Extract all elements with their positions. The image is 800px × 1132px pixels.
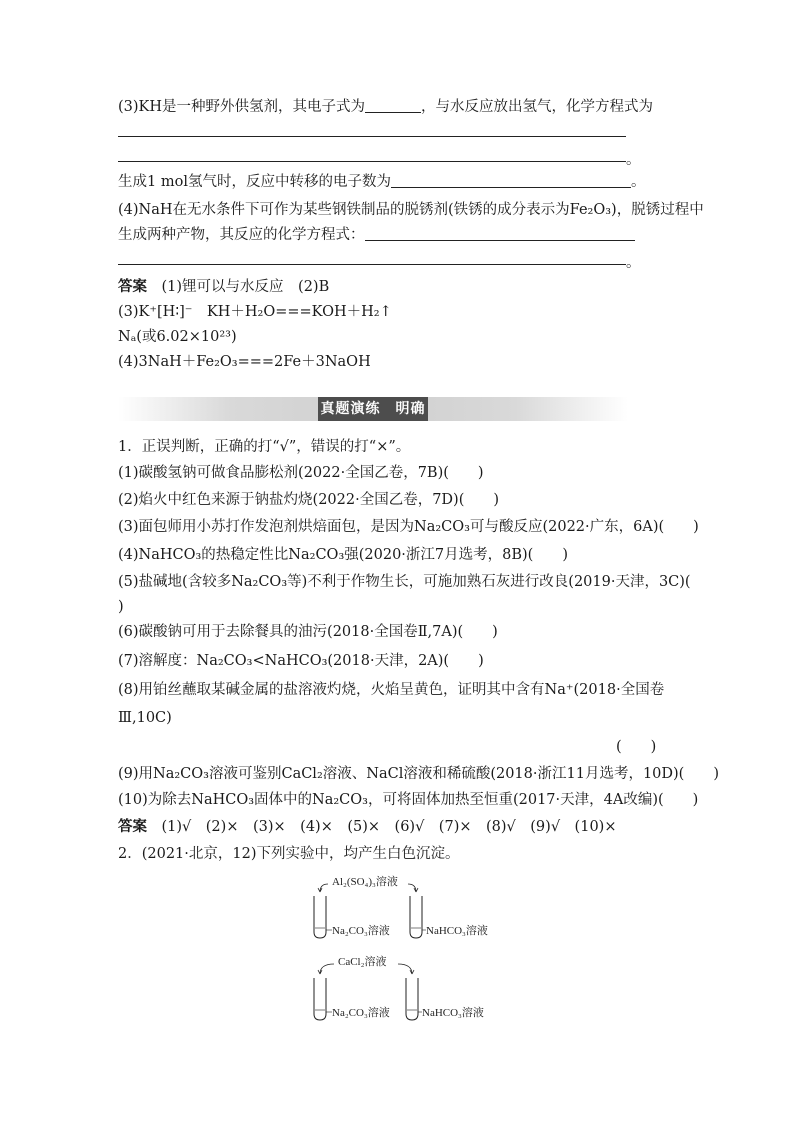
section-banner <box>118 397 628 441</box>
q3-text-a: (3)KH是一种野外供氢剂，其电子式为 <box>118 99 366 115</box>
answer-label: 答案 <box>118 278 147 295</box>
judge-item-10: (10)为除去NaHCO₃固体中的Na₂CO₃，可将固体加热至恒重(2017·天津，4A改编)( ) <box>118 792 699 808</box>
q4-line1: (4)NaH在无水条件下可作为某些钢铁制品的脱锈剂(铁锈的成分表示为Fe₂O₃)，脱锈过程中 <box>118 202 704 218</box>
q3-equation-blank-2[interactable] <box>118 161 626 162</box>
q4-equation-blank[interactable] <box>365 226 635 241</box>
judge-item-8: (8)用铂丝蘸取某碱金属的盐溶液灼烧，火焰呈黄色，证明其中含有Na⁺(2018·全国卷 <box>118 682 665 698</box>
bottom-reagent-label: CaCl₂溶液 <box>338 956 387 968</box>
test-tube-top-left <box>314 896 326 938</box>
q3-line4 <box>118 171 645 193</box>
q4-line2-text: 生成两种产物，其反应的化学方程式： <box>118 227 365 243</box>
judge-item-4: (4)NaHCO₃的热稳定性比Na₂CO₃强(2020·浙江7月选考，8B)( ) <box>118 547 568 563</box>
bottom-right-arrow <box>398 964 412 974</box>
test-tube-top-right <box>410 896 422 938</box>
q3-period: 。 <box>626 152 641 168</box>
q3-electron-blank[interactable] <box>365 98 421 113</box>
test-tube-bottom-left <box>314 978 326 1020</box>
q4-line2 <box>118 224 635 246</box>
experiment-diagram <box>300 870 500 1030</box>
section1-intro: 1．正误判断，正确的打“√”，错误的打“×”。 <box>118 439 411 455</box>
q4-period: 。 <box>626 255 641 271</box>
answer-line-3b: Nₐ(或6.02×10²³) <box>118 329 237 345</box>
section1-answer <box>118 816 616 838</box>
judge-item-7: (7)溶解度：Na₂CO₃<NaHCO₃(2018·天津，2A)( ) <box>118 653 484 669</box>
judge-item-3: (3)面包师用小苏打作发泡剂烘焙面包，是因为Na₂CO₃可与酸反应(2022·广东，6A)( ) <box>118 519 699 535</box>
judge-item-2: (2)焰火中红色来源于钠盐灼烧(2022·全国乙卷，7D)( ) <box>118 492 500 508</box>
judge-item-5-cont: ) <box>118 599 124 615</box>
answer-line-4: (4)3NaH＋Fe₂O₃===2Fe＋3NaOH <box>118 354 371 370</box>
q3-line4-text: 生成1 mol氢气时，反应中转移的电子数为 <box>118 174 391 190</box>
judge-item-6: (6)碳酸钠可用于去除餐具的油污(2018·全国卷Ⅱ,7A)( ) <box>118 624 498 640</box>
tube-label-bottom-right: NaHCO₃溶液 <box>422 1007 484 1019</box>
section1-answer-label: 答案 <box>118 818 147 835</box>
q3-line1 <box>118 96 653 118</box>
q4-equation-blank-2[interactable] <box>118 264 626 265</box>
answer-1-2: (1)锂可以与水反应 (2)B <box>161 279 330 295</box>
q3-electron-count-blank[interactable] <box>391 173 631 188</box>
answer-line-3: (3)K⁺[H∶]⁻ KH＋H₂O===KOH＋H₂↑ <box>118 304 392 320</box>
tube-label-bottom-left: Na₂CO₃溶液 <box>332 1007 390 1019</box>
q3-equation-blank-1[interactable] <box>118 136 626 137</box>
judge-item-5: (5)盐碱地(含较多Na₂CO₃等)不利于作物生长，可施加熟石灰进行改良(2019·天津，3C)( <box>118 574 691 590</box>
judge-item-1: (1)碳酸氢钠可做食品膨松剂(2022·全国乙卷，7B)( ) <box>118 465 484 481</box>
judge-item-8-bracket[interactable]: ( ) <box>616 739 657 755</box>
test-tube-bottom-right <box>406 978 418 1020</box>
experiment-figure <box>300 870 500 1034</box>
q3-line4-end: 。 <box>630 174 646 190</box>
section2-intro: 2．(2021·北京，12)下列实验中，均产生白色沉淀。 <box>118 846 460 862</box>
judge-item-9: (9)用Na₂CO₃溶液可鉴别CaCl₂溶液、NaCl溶液和稀硫酸(2018·浙江11月选考，10D)( ) <box>118 766 719 782</box>
bottom-left-arrow <box>320 964 334 974</box>
top-right-arrow <box>408 884 416 892</box>
top-reagent-label: Al₂(SO₄)₃溶液 <box>332 876 398 888</box>
section-banner-title: 真题演练 明确考向 <box>318 397 428 421</box>
answer-line-1 <box>118 276 329 298</box>
section1-answer-text: (1)√ (2)× (3)× (4)× (5)× (6)√ (7)× (8)√ (9)√ (10)× <box>161 819 617 835</box>
judge-item-8-cont: Ⅲ,10C) <box>118 710 172 726</box>
tube-label-top-left: Na₂CO₃溶液 <box>332 925 390 937</box>
top-left-arrow <box>320 884 328 892</box>
tube-label-top-right: NaHCO₃溶液 <box>426 925 488 937</box>
q3-text-b: ，与水反应放出氢气，化学方程式为 <box>421 99 654 115</box>
